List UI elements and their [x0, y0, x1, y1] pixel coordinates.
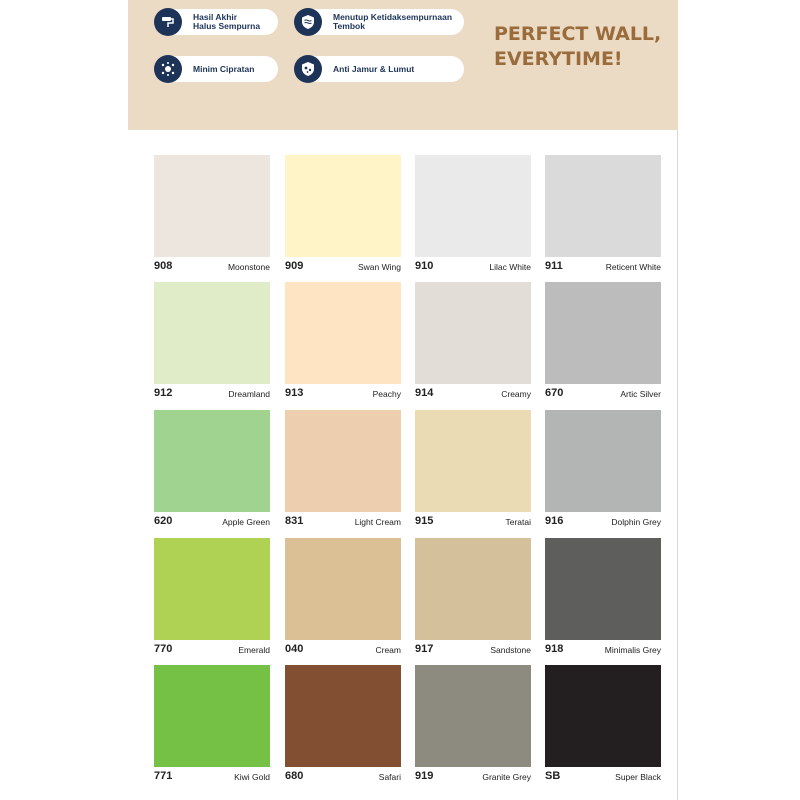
brush-roller-icon — [154, 8, 182, 36]
tagline-line1: PERFECT WALL, — [494, 23, 662, 45]
color-card-sheet — [128, 0, 678, 800]
swatch-code: 670 — [545, 387, 564, 399]
wall-shield-icon — [294, 8, 322, 36]
swatch-name: Creamy — [501, 389, 531, 399]
color-swatch — [545, 410, 661, 512]
swatch-name: Kiwi Gold — [234, 772, 270, 782]
swatch-code: 620 — [154, 515, 173, 527]
swatch-name: Apple Green — [222, 517, 270, 527]
swatch-name: Emerald — [238, 645, 270, 655]
feature-line1: Minim Cipratan — [193, 63, 255, 74]
feature-smooth-finish — [155, 9, 278, 35]
swatch-name: Swan Wing — [358, 262, 401, 272]
color-swatch — [154, 410, 270, 512]
swatch-name: Lilac White — [489, 262, 531, 272]
swatch-name: Dolphin Grey — [611, 517, 661, 527]
swatch-name: Peachy — [372, 389, 401, 399]
color-swatch — [285, 410, 401, 512]
feature-line1: Hasil Akhir — [193, 12, 238, 22]
swatch-name: Reticent White — [605, 262, 661, 272]
color-swatch — [285, 665, 401, 767]
color-swatch — [545, 538, 661, 640]
feature-line2: Halus Sempurna — [193, 21, 261, 31]
color-swatch — [415, 410, 531, 512]
color-swatch — [154, 665, 270, 767]
tagline-line2: EVERYTIME! — [494, 48, 623, 70]
color-swatch — [415, 155, 531, 257]
color-swatch — [415, 665, 531, 767]
feature-cover-imperfections — [295, 9, 464, 35]
swatch-name: Granite Grey — [482, 772, 531, 782]
feature-header — [128, 0, 678, 130]
color-swatch — [545, 155, 661, 257]
feature-line2: Tembok — [333, 21, 365, 31]
color-swatch — [415, 282, 531, 384]
swatch-name: Cream — [375, 645, 401, 655]
swatch-code: 910 — [415, 260, 434, 272]
feature-minimal-splash — [155, 56, 278, 82]
swatch-name: Sandstone — [490, 645, 531, 655]
mold-shield-icon — [294, 55, 322, 83]
feature-anti-mold — [295, 56, 464, 82]
swatch-code: 915 — [415, 515, 434, 527]
swatch-code: 040 — [285, 643, 304, 655]
swatch-name: Safari — [378, 772, 401, 782]
swatch-code: 771 — [154, 770, 173, 782]
color-swatch — [545, 665, 661, 767]
feature-line1: Menutup Ketidaksempurnaan — [333, 12, 453, 22]
color-swatch — [154, 538, 270, 640]
swatch-code: SB — [545, 770, 561, 782]
swatch-code: 909 — [285, 260, 304, 272]
swatch-name: Moonstone — [227, 262, 270, 272]
swatch-code: 831 — [285, 515, 304, 527]
color-swatch — [415, 538, 531, 640]
swatch-name: Minimalis Grey — [604, 645, 661, 655]
color-swatch — [285, 282, 401, 384]
swatch-code: 913 — [285, 387, 304, 399]
swatch-code: 770 — [154, 643, 173, 655]
swatch-name: Super Black — [615, 772, 661, 782]
splash-icon — [154, 55, 182, 83]
page-edge-divider — [677, 130, 678, 800]
color-swatch — [545, 282, 661, 384]
color-swatch — [285, 155, 401, 257]
swatch-code: 911 — [545, 260, 563, 272]
swatch-code: 917 — [415, 643, 434, 655]
color-swatch — [285, 538, 401, 640]
swatch-code: 919 — [415, 770, 434, 782]
swatch-code: 912 — [154, 387, 173, 399]
color-swatch — [154, 155, 270, 257]
swatch-code: 916 — [545, 515, 564, 527]
swatch-code: 918 — [545, 643, 564, 655]
swatch-code: 908 — [154, 260, 173, 272]
tagline — [494, 22, 674, 72]
swatch-code: 914 — [415, 387, 434, 399]
swatch-name: Artic Silver — [620, 389, 661, 399]
swatch-name: Teratai — [505, 517, 531, 527]
swatch-name: Dreamland — [228, 389, 270, 399]
swatch-code: 680 — [285, 770, 304, 782]
color-swatch — [154, 282, 270, 384]
feature-line1: Anti Jamur & Lumut — [333, 63, 415, 74]
swatch-name: Light Cream — [354, 517, 401, 527]
